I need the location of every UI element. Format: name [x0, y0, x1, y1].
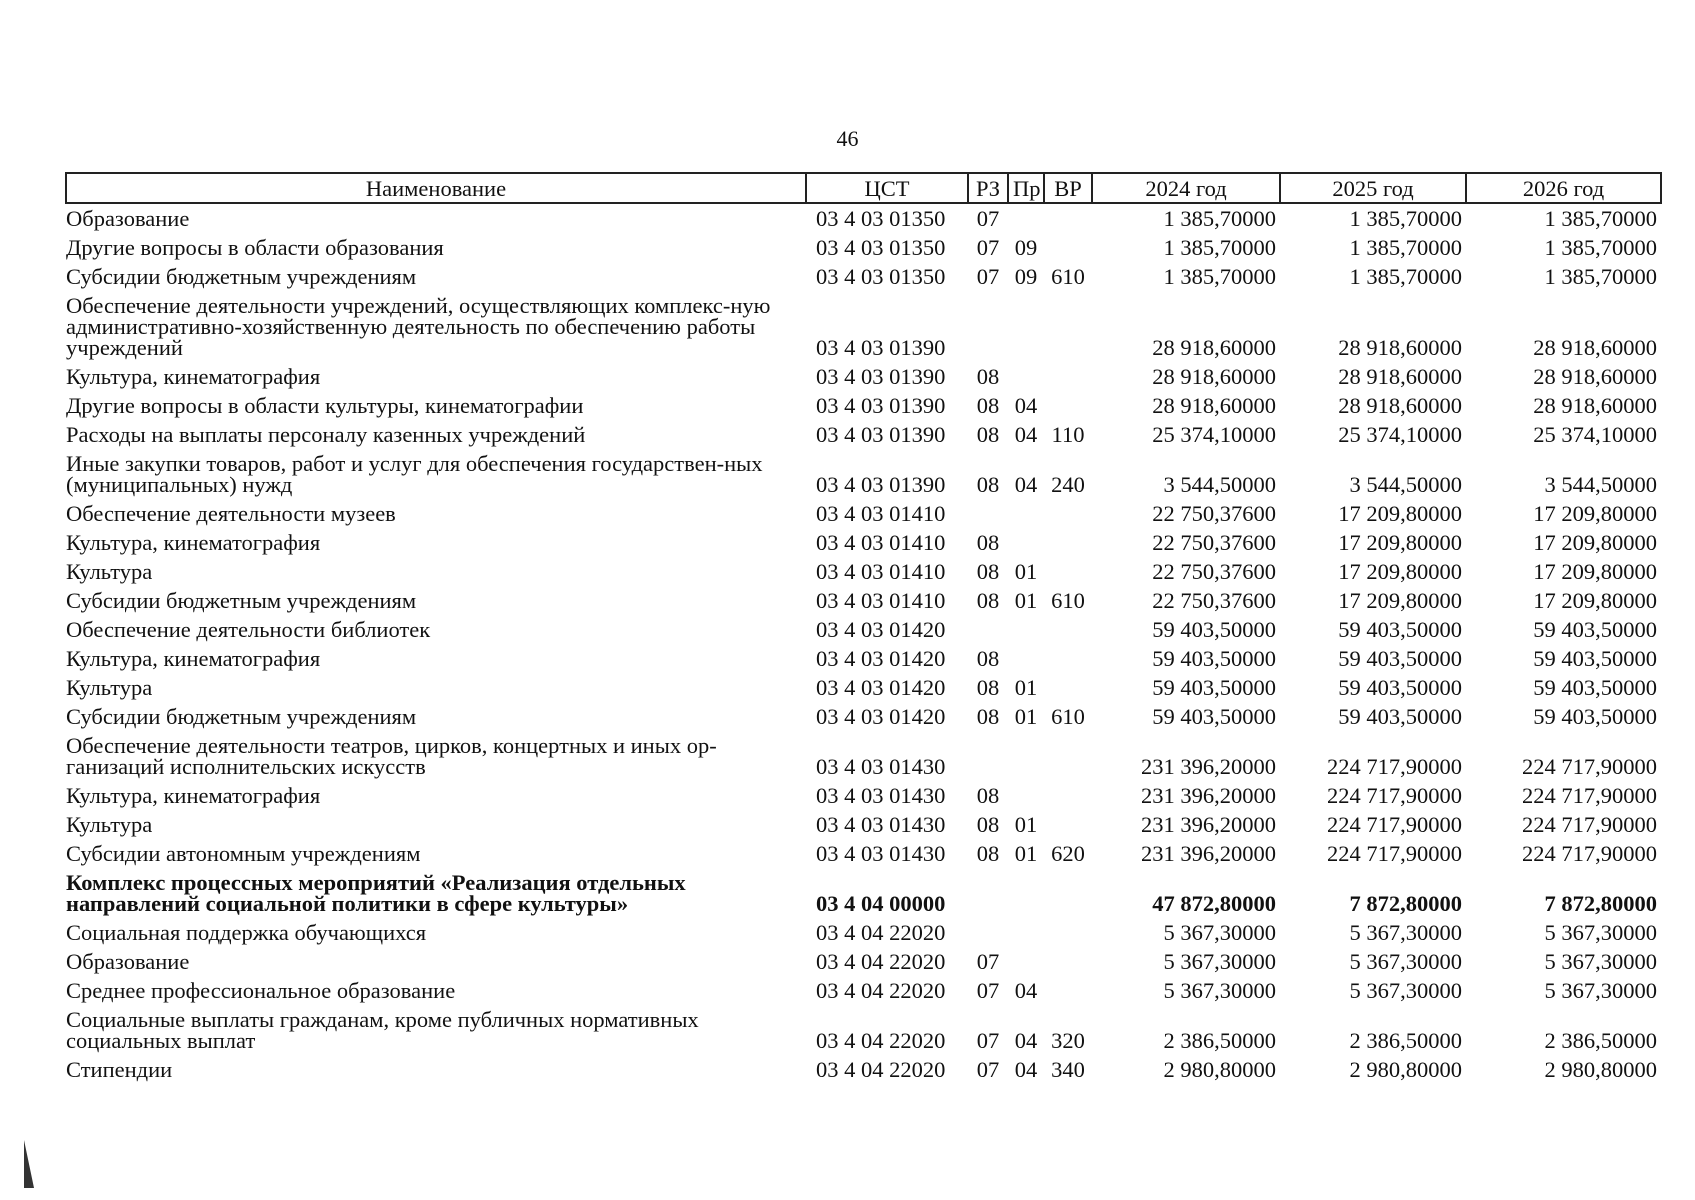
cell-vr — [1044, 976, 1092, 1005]
table-row — [66, 702, 1661, 731]
cell-name: Субсидии бюджетным учреждениям — [66, 588, 417, 613]
cell-pr — [1008, 947, 1044, 976]
cell-cst: 03 4 03 01410 — [816, 588, 946, 613]
cell-rz: 08 — [976, 704, 1000, 729]
cell-cst: 03 4 04 22020 — [816, 949, 946, 974]
table-row — [66, 918, 1661, 947]
cell-vr — [1044, 781, 1092, 810]
cell-name: Субсидии бюджетным учреждениям — [66, 264, 417, 289]
column-header-cst: ЦСТ — [806, 173, 968, 203]
table-row — [66, 673, 1661, 702]
cell-name: Обеспечение деятельности театров, цирков, концертных и иных ор-ганизаций исполнительских искусств — [66, 733, 717, 779]
column-header-rz: РЗ — [968, 173, 1008, 203]
cell-vr: 610 — [1051, 588, 1085, 613]
cell-rz: 08 — [976, 841, 1000, 866]
cell-2026: 28 918,60000 — [1533, 335, 1657, 360]
cell-rz: 08 — [976, 472, 1000, 497]
cell-2025: 5 367,30000 — [1349, 978, 1462, 1003]
cell-2024: 59 403,50000 — [1152, 675, 1276, 700]
cell-vr — [1044, 557, 1092, 586]
cell-2026: 59 403,50000 — [1533, 704, 1657, 729]
cell-cst: 03 4 03 01350 — [816, 264, 946, 289]
cell-name: Другие вопросы в области образования — [66, 235, 444, 260]
column-header-2026: 2026 год — [1466, 173, 1661, 203]
cell-cst: 03 4 03 01390 — [816, 364, 946, 389]
cell-2026: 3 544,50000 — [1544, 472, 1657, 497]
cell-cst: 03 4 03 01420 — [816, 617, 946, 642]
cell-pr: 04 — [1014, 1057, 1038, 1082]
cell-2025: 25 374,10000 — [1338, 422, 1462, 447]
cell-rz — [968, 868, 1008, 918]
cell-2025: 3 544,50000 — [1349, 472, 1462, 497]
cell-name: Социальная поддержка обучающихся — [66, 920, 427, 945]
cell-2026: 59 403,50000 — [1533, 617, 1657, 642]
cell-2024: 25 374,10000 — [1152, 422, 1276, 447]
cell-2026: 59 403,50000 — [1533, 646, 1657, 671]
cell-rz: 08 — [976, 588, 1000, 613]
table-row — [66, 644, 1661, 673]
cell-2024: 22 750,37600 — [1152, 588, 1276, 613]
cell-rz: 08 — [976, 812, 1000, 837]
cell-pr — [1008, 731, 1044, 781]
cell-2025: 17 209,80000 — [1338, 559, 1462, 584]
cell-rz: 07 — [976, 949, 1000, 974]
cell-2024: 22 750,37600 — [1152, 559, 1276, 584]
cell-name: Комплекс процессных мероприятий «Реализация отдельных направлений социальной политики в сфере культуры» — [66, 870, 686, 916]
cell-rz: 07 — [976, 206, 1000, 231]
cell-name: Расходы на выплаты персоналу казенных учреждений — [66, 422, 586, 447]
cell-vr — [1044, 868, 1092, 918]
cell-2025: 224 717,90000 — [1327, 783, 1462, 808]
cell-2025: 59 403,50000 — [1338, 675, 1462, 700]
cell-cst: 03 4 04 22020 — [816, 1057, 946, 1082]
cell-2025: 28 918,60000 — [1338, 393, 1462, 418]
cell-2026: 7 872,80000 — [1544, 891, 1657, 916]
cell-name: Культура, кинематография — [66, 364, 321, 389]
cell-2026: 1 385,70000 — [1544, 235, 1657, 260]
table-header-row — [66, 173, 1661, 203]
cell-pr — [1008, 781, 1044, 810]
cell-cst: 03 4 03 01430 — [816, 754, 946, 779]
cell-2025: 28 918,60000 — [1338, 364, 1462, 389]
cell-vr — [1044, 918, 1092, 947]
cell-name: Обеспечение деятельности библиотек — [66, 617, 431, 642]
cell-name: Культура, кинематография — [66, 646, 321, 671]
cell-cst: 03 4 03 01410 — [816, 501, 946, 526]
cell-2026: 17 209,80000 — [1533, 588, 1657, 613]
cell-vr: 610 — [1051, 704, 1085, 729]
cell-rz: 07 — [976, 978, 1000, 1003]
cell-rz: 08 — [976, 783, 1000, 808]
cell-vr — [1044, 233, 1092, 262]
cell-name: Образование — [66, 206, 190, 231]
cell-vr: 320 — [1051, 1028, 1085, 1053]
cell-name: Иные закупки товаров, работ и услуг для обеспечения государствен-ных (муниципальных) нужд — [66, 451, 763, 497]
cell-rz: 08 — [976, 675, 1000, 700]
table-row — [66, 615, 1661, 644]
cell-pr: 04 — [1014, 1028, 1038, 1053]
cell-2026: 17 209,80000 — [1533, 501, 1657, 526]
page-number: 46 — [836, 126, 859, 151]
cell-pr: 04 — [1014, 978, 1038, 1003]
cell-rz: 07 — [976, 1057, 1000, 1082]
table-row — [66, 203, 1661, 233]
cell-pr: 01 — [1014, 841, 1038, 866]
cell-2024: 22 750,37600 — [1152, 530, 1276, 555]
table-row — [66, 233, 1661, 262]
cell-2024: 5 367,30000 — [1163, 920, 1276, 945]
cell-2026: 17 209,80000 — [1533, 530, 1657, 555]
cell-2024: 231 396,20000 — [1141, 754, 1276, 779]
cell-name: Культура — [66, 559, 153, 584]
cell-2024: 28 918,60000 — [1152, 364, 1276, 389]
cell-2024: 3 544,50000 — [1163, 472, 1276, 497]
column-header-2025: 2025 год — [1280, 173, 1466, 203]
cell-vr — [1044, 391, 1092, 420]
cell-vr — [1044, 615, 1092, 644]
budget-table — [65, 172, 1662, 1084]
cell-2026: 224 717,90000 — [1522, 812, 1657, 837]
cell-2026: 224 717,90000 — [1522, 841, 1657, 866]
cell-name: Культура, кинематография — [66, 530, 321, 555]
cell-2025: 59 403,50000 — [1338, 704, 1462, 729]
cell-2025: 2 980,80000 — [1349, 1057, 1462, 1082]
cell-pr — [1008, 868, 1044, 918]
column-header-2024: 2024 год — [1092, 173, 1280, 203]
cell-pr: 09 — [1014, 264, 1038, 289]
cell-2024: 59 403,50000 — [1152, 617, 1276, 642]
cell-2026: 1 385,70000 — [1544, 206, 1657, 231]
cell-name: Обеспечение деятельности учреждений, осуществляющих комплекс-ную административно-хозяйственную деятельность по обеспечению работы учреждений — [66, 293, 771, 360]
cell-cst: 03 4 03 01430 — [816, 812, 946, 837]
cell-vr — [1044, 731, 1092, 781]
cell-cst: 03 4 03 01350 — [816, 206, 946, 231]
cell-cst: 03 4 03 01390 — [816, 335, 946, 360]
cell-cst: 03 4 03 01390 — [816, 422, 946, 447]
cell-rz — [968, 291, 1008, 362]
cell-pr: 01 — [1014, 588, 1038, 613]
scan-corner-mark — [24, 1140, 34, 1188]
cell-2026: 5 367,30000 — [1544, 920, 1657, 945]
cell-vr — [1044, 362, 1092, 391]
cell-cst: 03 4 03 01390 — [816, 393, 946, 418]
cell-2026: 2 386,50000 — [1544, 1028, 1657, 1053]
cell-2025: 7 872,80000 — [1349, 891, 1462, 916]
cell-cst: 03 4 04 00000 — [816, 891, 946, 916]
cell-2025: 224 717,90000 — [1327, 812, 1462, 837]
cell-cst: 03 4 03 01410 — [816, 530, 946, 555]
cell-pr — [1008, 918, 1044, 947]
column-header-pr: Пр — [1008, 173, 1044, 203]
table-row — [66, 810, 1661, 839]
cell-pr — [1008, 528, 1044, 557]
cell-rz — [968, 918, 1008, 947]
table-row — [66, 499, 1661, 528]
cell-2025: 2 386,50000 — [1349, 1028, 1462, 1053]
cell-2025: 59 403,50000 — [1338, 646, 1462, 671]
cell-2026: 5 367,30000 — [1544, 949, 1657, 974]
table-row — [66, 528, 1661, 557]
cell-name: Другие вопросы в области культуры, кинематографии — [66, 393, 584, 418]
cell-name: Культура, кинематография — [66, 783, 321, 808]
table-row — [66, 947, 1661, 976]
cell-2024: 231 396,20000 — [1141, 783, 1276, 808]
cell-name: Субсидии бюджетным учреждениям — [66, 704, 417, 729]
cell-name: Обеспечение деятельности музеев — [66, 501, 396, 526]
cell-vr — [1044, 528, 1092, 557]
cell-cst: 03 4 03 01390 — [816, 472, 946, 497]
cell-2026: 5 367,30000 — [1544, 978, 1657, 1003]
cell-2024: 231 396,20000 — [1141, 812, 1276, 837]
cell-2024: 28 918,60000 — [1152, 393, 1276, 418]
cell-2024: 2 386,50000 — [1163, 1028, 1276, 1053]
cell-cst: 03 4 03 01420 — [816, 704, 946, 729]
cell-2025: 5 367,30000 — [1349, 949, 1462, 974]
cell-vr: 620 — [1051, 841, 1085, 866]
cell-rz: 08 — [976, 646, 1000, 671]
cell-2026: 28 918,60000 — [1533, 393, 1657, 418]
cell-2024: 1 385,70000 — [1163, 264, 1276, 289]
cell-pr — [1008, 203, 1044, 233]
cell-pr: 01 — [1014, 559, 1038, 584]
cell-pr: 01 — [1014, 704, 1038, 729]
cell-name: Субсидии автономным учреждениям — [66, 841, 421, 866]
cell-pr: 04 — [1014, 472, 1038, 497]
cell-rz: 08 — [976, 422, 1000, 447]
cell-vr — [1044, 499, 1092, 528]
cell-cst: 03 4 04 22020 — [816, 920, 946, 945]
cell-cst: 03 4 03 01430 — [816, 841, 946, 866]
cell-rz — [968, 499, 1008, 528]
cell-name: Образование — [66, 949, 190, 974]
cell-2026: 224 717,90000 — [1522, 783, 1657, 808]
cell-cst: 03 4 03 01350 — [816, 235, 946, 260]
cell-2025: 17 209,80000 — [1338, 588, 1462, 613]
cell-2024: 28 918,60000 — [1152, 335, 1276, 360]
cell-cst: 03 4 03 01410 — [816, 559, 946, 584]
cell-pr — [1008, 499, 1044, 528]
cell-vr: 240 — [1051, 472, 1085, 497]
table-row — [66, 391, 1661, 420]
cell-rz: 08 — [976, 559, 1000, 584]
cell-rz — [968, 615, 1008, 644]
cell-rz: 08 — [976, 364, 1000, 389]
table-row — [66, 557, 1661, 586]
cell-name: Культура — [66, 812, 153, 837]
cell-2024: 1 385,70000 — [1163, 235, 1276, 260]
cell-2026: 17 209,80000 — [1533, 559, 1657, 584]
cell-2025: 17 209,80000 — [1338, 530, 1462, 555]
cell-vr — [1044, 291, 1092, 362]
column-header-name: Наименование — [66, 173, 806, 203]
cell-pr — [1008, 615, 1044, 644]
cell-2026: 1 385,70000 — [1544, 264, 1657, 289]
table-row — [66, 1005, 1661, 1055]
cell-vr: 340 — [1051, 1057, 1085, 1082]
cell-vr: 610 — [1051, 264, 1085, 289]
cell-2026: 59 403,50000 — [1533, 675, 1657, 700]
cell-vr — [1044, 673, 1092, 702]
cell-2025: 17 209,80000 — [1338, 501, 1462, 526]
cell-2024: 5 367,30000 — [1163, 978, 1276, 1003]
cell-name: Культура — [66, 675, 153, 700]
cell-2025: 59 403,50000 — [1338, 617, 1462, 642]
cell-pr: 04 — [1014, 393, 1038, 418]
cell-pr: 01 — [1014, 675, 1038, 700]
cell-pr — [1008, 362, 1044, 391]
cell-rz: 07 — [976, 235, 1000, 260]
cell-vr — [1044, 203, 1092, 233]
column-header-vr: ВР — [1044, 173, 1092, 203]
cell-pr: 09 — [1014, 235, 1038, 260]
table-row — [66, 868, 1661, 918]
cell-vr — [1044, 810, 1092, 839]
cell-2024: 59 403,50000 — [1152, 646, 1276, 671]
cell-2025: 1 385,70000 — [1349, 206, 1462, 231]
table-row — [66, 586, 1661, 615]
cell-2026: 2 980,80000 — [1544, 1057, 1657, 1082]
cell-name: Социальные выплаты гражданам, кроме публичных нормативных социальных выплат — [66, 1007, 699, 1053]
table-row — [66, 362, 1661, 391]
cell-2024: 2 980,80000 — [1163, 1057, 1276, 1082]
table-row — [66, 839, 1661, 868]
cell-rz — [968, 731, 1008, 781]
table-row — [66, 976, 1661, 1005]
cell-2025: 1 385,70000 — [1349, 264, 1462, 289]
cell-pr — [1008, 291, 1044, 362]
cell-2025: 1 385,70000 — [1349, 235, 1462, 260]
table-row — [66, 731, 1661, 781]
cell-pr: 01 — [1014, 812, 1038, 837]
cell-cst: 03 4 04 22020 — [816, 978, 946, 1003]
table-row — [66, 262, 1661, 291]
cell-2025: 224 717,90000 — [1327, 754, 1462, 779]
table-row — [66, 291, 1661, 362]
cell-name: Среднее профессиональное образование — [66, 978, 456, 1003]
cell-cst: 03 4 03 01420 — [816, 646, 946, 671]
cell-2026: 28 918,60000 — [1533, 364, 1657, 389]
cell-name: Стипендии — [66, 1057, 173, 1082]
cell-vr — [1044, 644, 1092, 673]
cell-cst: 03 4 03 01420 — [816, 675, 946, 700]
cell-2025: 5 367,30000 — [1349, 920, 1462, 945]
cell-rz: 07 — [976, 1028, 1000, 1053]
cell-2026: 25 374,10000 — [1533, 422, 1657, 447]
table-row — [66, 1055, 1661, 1084]
cell-2024: 1 385,70000 — [1163, 206, 1276, 231]
cell-rz: 08 — [976, 393, 1000, 418]
cell-vr: 110 — [1051, 422, 1085, 447]
cell-cst: 03 4 04 22020 — [816, 1028, 946, 1053]
table-row — [66, 420, 1661, 449]
cell-pr: 04 — [1014, 422, 1038, 447]
cell-2024: 59 403,50000 — [1152, 704, 1276, 729]
cell-vr — [1044, 947, 1092, 976]
cell-2024: 5 367,30000 — [1163, 949, 1276, 974]
cell-2025: 28 918,60000 — [1338, 335, 1462, 360]
cell-cst: 03 4 03 01430 — [816, 783, 946, 808]
cell-pr — [1008, 644, 1044, 673]
cell-rz: 07 — [976, 264, 1000, 289]
cell-2026: 224 717,90000 — [1522, 754, 1657, 779]
cell-2025: 224 717,90000 — [1327, 841, 1462, 866]
cell-2024: 47 872,80000 — [1152, 891, 1276, 916]
cell-2024: 22 750,37600 — [1152, 501, 1276, 526]
cell-2024: 231 396,20000 — [1141, 841, 1276, 866]
table-row — [66, 781, 1661, 810]
table-row — [66, 449, 1661, 499]
cell-rz: 08 — [976, 530, 1000, 555]
table-body — [66, 203, 1661, 1084]
